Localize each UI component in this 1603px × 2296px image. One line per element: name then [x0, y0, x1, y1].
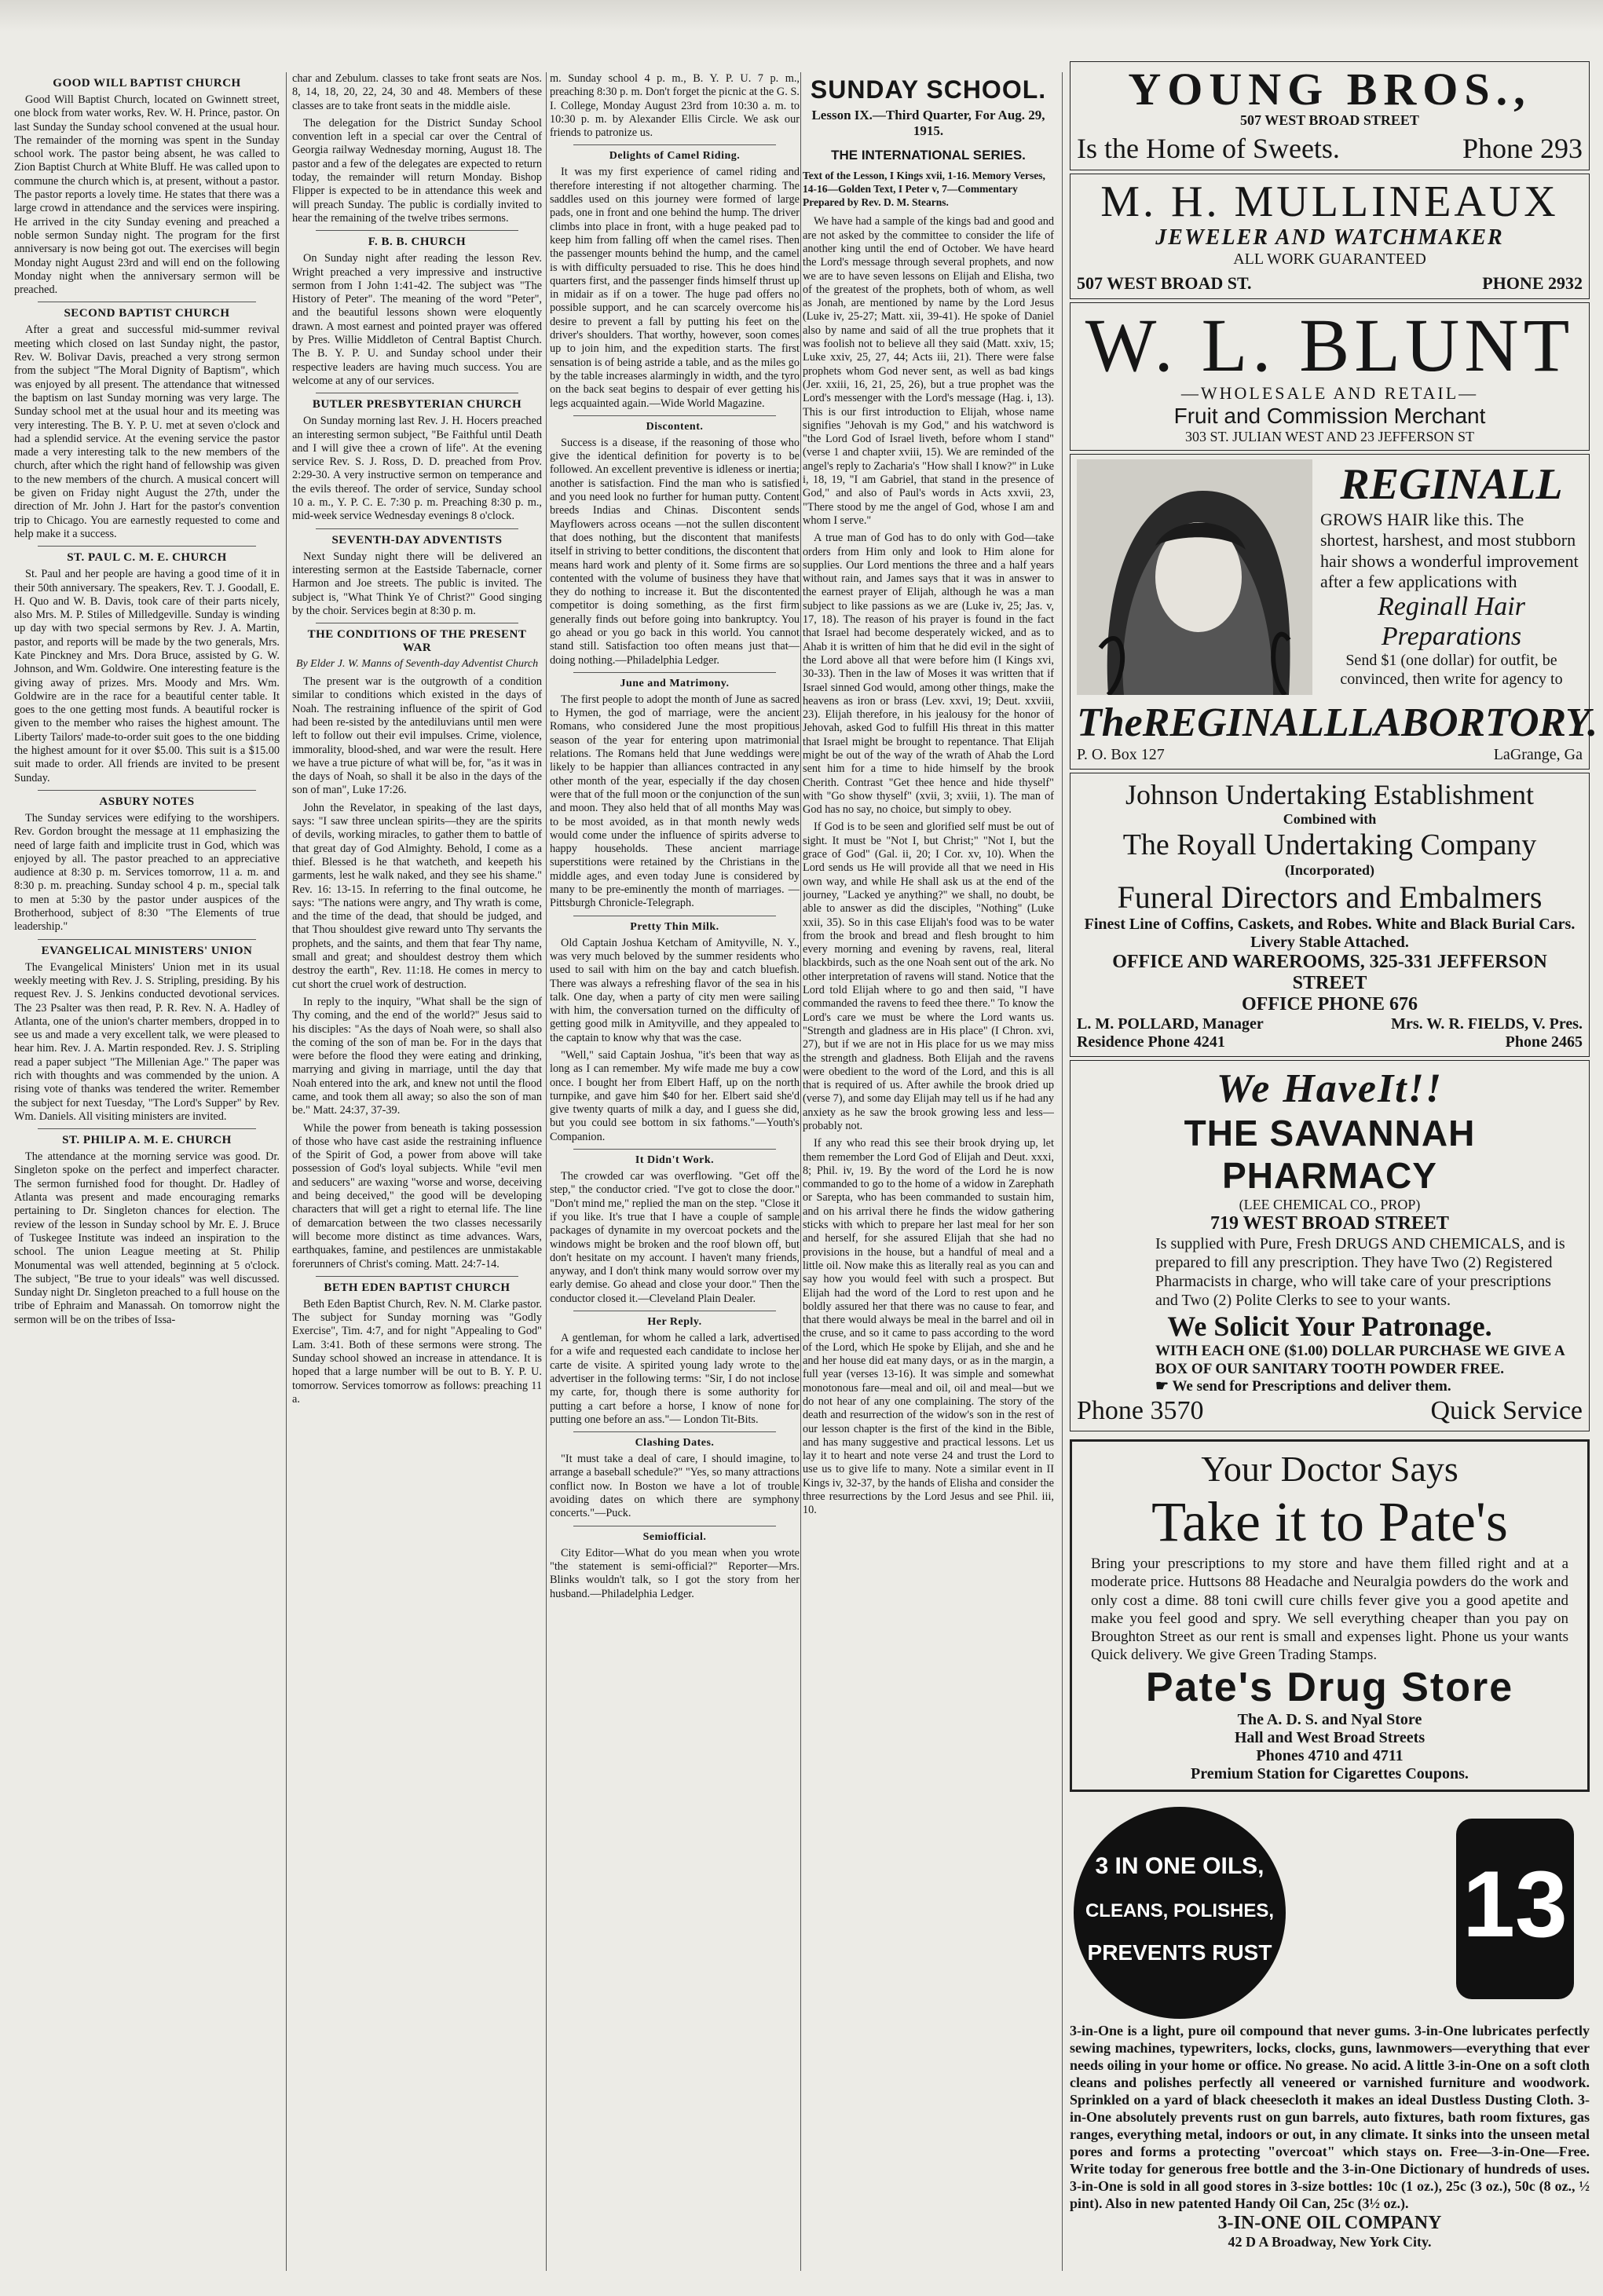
oil-badge-icon: [1070, 1803, 1290, 2023]
pharmacy-address: 719 WEST BROAD STREET: [1210, 1212, 1449, 1234]
reginall-city: LaGrange, Ga: [1493, 745, 1583, 763]
article-text: Beth Eden Baptist Church, Rev. N. M. Clarke pastor. The subject for Sunday morning was "Godly Exercise", Tim. 4:7, and for night "Appealing to God" Lam. 3:41. Both of these sermons were strong. The Sunday school showed an increase in attendance. It is hoped that a large number will be out to B. Y. P. U. tomorrow. Services tomorrow as follows: preaching 11 a.: [292, 1297, 542, 1406]
headline: BUTLER PRESBYTERIAN CHURCH: [312, 398, 522, 411]
page-top-edge: [0, 0, 1603, 31]
pates-agency: The A. D. S. and Nyal Store: [1237, 1711, 1422, 1729]
johnson-residence-phone: Residence Phone 4241: [1077, 1033, 1225, 1051]
separator: [316, 230, 518, 231]
reginall-ad: [1070, 454, 1598, 770]
pharmacy-delivery: [1077, 1378, 1583, 1396]
separator: [38, 790, 256, 791]
headline: SEVENTH-DAY ADVENTISTS: [331, 533, 503, 547]
article-text: John the Revelator, in speaking of the last days, says: "I saw three unclean spirits—they are the spirits of devils, working miracles, to gather them to battle of that great day of God Almighty. Behold, I come as a thief. Blessed is he that watcheth, and keepeth his garments, lest he walk naked, and they see his shame." Rev. 16: 13-15. In referring to the final outcome, he says: "The nations were angry, and Thy wrath is come, and the time of the dead, that should be judged, and that Thou shouldest give reward unto Thy servants the prophets, and the saints, and them that fear Thy name, small and great; and shouldest destroy them which destroy the earth", Rev. 11:18. He comes in mercy to cut short the cruel work of destruction.: [292, 801, 542, 991]
article-text: City Editor—What do you mean when you wrote "the statement is semi-official?" Reporter—Mrs. Blinks wouldn't talk, so I got the story from her husband.—Philadelphia Ledger.: [550, 1546, 800, 1600]
article-text: The Sunday services were edifying to the worshipers. Rev. Gordon brought the message at 11 emphasizing the need of large faith and implicite trust in God, which was enjoyed by all. The pastor preached to an appreciative audience at 8:30 p. m. Services tomorrow, 11 a. m. and 8:30 p. m. preaching. Sunday school 4 p. m., special talk to men at 5:30 by the pastor under auspices of the Brotherhood, subject of 8:30 "The Elements of true leadership.": [14, 811, 280, 934]
johnson-office: OFFICE AND WAREROOMS, 325-331 JEFFERSON STREET: [1112, 951, 1547, 993]
separator: [316, 1276, 518, 1277]
article-text: The delegation for the District Sunday School convention left in a special car over the Central of Georgia railway Wednesday morning, August 18. The pastor and a few of the delegates are expected to return today, the remainder will return Monday. Bishop Flipper is expected to be in attendance this week and will preach Sunday. The public is cordially invited to hear the remaining of the twelve tribes sermons.: [292, 116, 542, 225]
pharmacy-offer: WITH EACH ONE ($1.00) DOLLAR PURCHASE WE GIVE A BOX OF OUR SANITARY TOOTH POWDER FREE.: [1155, 1342, 1565, 1377]
oil-address: 42 D A Broadway, New York City.: [1228, 2233, 1432, 2250]
headline: Delights of Camel Riding.: [609, 150, 741, 163]
article-text: "It must take a deal of care, I should imagine, to arrange a baseball schedule?" "Yes, so many attractions conflict now. In Boston we have a lot of trouble avoiding dates on which there are symphony concerts."—Puck.: [550, 1453, 800, 1520]
separator: [573, 672, 776, 673]
blunt-trade: Fruit and Commission Merchant: [1173, 403, 1486, 428]
article-text: The attendance at the morning service was good. Dr. Singleton spoke on the perfect and imperfect character. The sermon furnished food for thought. Dr. Hadley of Atlanta was present and made encouraging remarks pertaining to Dr. Singleton chances for election. The review of the lesson in Sunday school by Mr. E. J. Bruce of Tuskegee Institute was indeed an inspiration to the school. The union League meeting at St. Philip Monumental was well attended, beginning at 5 o'clock. The subject, "Be true to your ideals" was well discussed. Sunday night Dr. Singleton preached to a full house on the tribe of Ephraim and Manassah. On tomorrow night the sermon will be on the tribes of Issa-: [14, 1150, 280, 1326]
pates-premium: Premium Station for Cigarettes Coupons.: [1191, 1765, 1469, 1783]
article-text: Next Sunday night there will be delivered an interesting sermon at the Eastside Tabernacle, corner Harmon and Joe streets. The public is invited. The subject is, "What Think Ye of Christ?" Good singing by the choir. Services begin at 8:30 p. m.: [292, 550, 542, 617]
oil-badge-line-1: 3 IN ONE OILS,: [1095, 1853, 1264, 1880]
johnson-manager: L. M. POLLARD, Manager: [1077, 1015, 1264, 1033]
pates-slogan: Take it to Pate's: [1151, 1490, 1508, 1554]
article-text: The present war is the outgrowth of a condition similar to conditions which existed in the days of Noah. The restraining influence of the spirit of God had been re-sisted by the antediluvians until men were left to follow out their evil impulses. Crime, violence, immorality, blood-shed, and war were the result. Here we have a true picture of what will be, for, "as it was in the days of Noah, so shall it be also in the days of the son of man", Luke 17:26.: [292, 675, 542, 797]
johnson-office-phone: OFFICE PHONE 676: [1241, 993, 1418, 1015]
headline: BETH EDEN BAPTIST CHURCH: [324, 1281, 511, 1294]
headline: Discontent.: [646, 420, 704, 433]
pharmacy-headline: We HaveIt!!: [1216, 1066, 1444, 1111]
headline: F. B. B. CHURCH: [368, 236, 467, 249]
lesson-text-info: Text of the Lesson, I Kings xvii, 1-16. Memory Verses, 14-16—Golden Text, I Peter v, 7—Commentary Prepared by Rev. D. M. Stearns.: [803, 169, 1045, 208]
column-rule: [800, 72, 801, 2271]
article-text: If any who read this see their brook drying up, let them remember the Lord God of Elijah and Deut. xxxi, 8; Phil. iv, 19. By the word of the Lord he is now commanded to go to the home of a widow in Zarephath or Sarepta, who has been commanded to sustain him, and on his arrival there he finds the widow gathering sticks with which to prepare her last meal for her son and herself, for she assured Elijah that she had no provisions in the house, but a handful of meal and a little oil. Now make this as literally real as you can and say how you would feel with such a prospect. But Elijah had the word of the Lord to rest upon and he boldly assured her that there was no cause to fear, and that there would always be meal in the barrel and oil in the cruse, and so it came to pass according to the word of the Lord, which He spoke by Elijah, and she and he and her house did eat many days, or as in the margin, a full year (verses 13-16). It was simple and somewhat monotonous fare—meal and oil, oil and meal—but we do not hear of any one complaining. The story of the death and resurrection of the widow's son in the rest of our lesson chapter is the first of the kind in the Bible, and has many suggestive and practical lessons. Let us lay it to heart and note verse 24 and trust the Lord to use us to give life to many. Note a similar event in II Kings iv, 32-37, by the hands of Elisha and consider the three resurrections by the Lord Jesus and see Phil. iii, 10.: [803, 1137, 1054, 1517]
blunt-name: W. L. BLUNT: [1085, 302, 1575, 387]
oil-can-icon: [1440, 1803, 1590, 2007]
byline: By Elder J. W. Manns of Seventh-day Adventist Church: [295, 658, 539, 671]
article-text: Success is a disease, if the reasoning of those who give the identical definition for poverty is to be followed. An excellent preventive is idleness or inertia; another is satisfaction. Find the man who is satisfied and you need look no further for human putty. Content breeds Indias and Chinas. Discontent sends Mayflowers across oceans —not the sullen discontent that does nothing, but the discontent that manifests itself in striving to better conditions, the discontent that means hard work and plenty of it. Some firms are so contented with the volume of business they have that they do nothing to increase it. But the discontented competitor is doing something, as the first firm generally finds out before going into bankruptcy. You go ahead or you go back in this world. You cannot stand still. Satisfaction too often means just that—doing nothing.—Philadelphia Ledger.: [550, 436, 800, 667]
article-text: The first people to adopt the month of June as sacred to Hymen, the god of marriage, were the ancient Romans, who considered June the most propitious season of the year for entering upon matrimonial relations. The Romans held that June weddings were likely to be happier than alliances contracted in any other month of the year, especially if the day chosen were that of the full moon or the conjunction of the sun and moon. They also held that of all months May was to be most avoided, as in that month newly weds would come under the influence of spirits adverse to happy households. These ancient marriage superstitions were retained by the Christians in the middle ages, and even today June is considered by many to be pre-eminently the month of marriages. — Pittsburgh Chronicle-Telegraph.: [550, 693, 800, 910]
johnson-services: Finest Line of Coffins, Caskets, and Robes. White and Black Burial Cars. Livery Stable Attached.: [1084, 915, 1576, 951]
headline: ST. PAUL C. M. E. CHURCH: [67, 551, 227, 565]
pates-store-name: Pate's Drug Store: [1145, 1665, 1514, 1711]
separator: [573, 1431, 776, 1432]
article-text: A gentleman, for whom he called a lark, advertised for a wife and requested each candidate to inclose her carte de visite. A spirited young lady wrote to the advertiser in the following terms: "Sir, I do not inclose my carte, for, though there is some authority for putting a cart before a horse, I know of none for putting one before an ass."— London Tit-Bits.: [550, 1332, 800, 1426]
sunday-school-title: SUNDAY SCHOOL.: [810, 75, 1047, 104]
pates-phones: Phones 4710 and 4711: [1256, 1747, 1404, 1765]
headline: Her Reply.: [647, 1316, 702, 1329]
hair-portrait-image: [1077, 459, 1312, 695]
pharmacy-delivery-text: We send for Prescriptions and deliver them.: [1172, 1378, 1451, 1395]
article-text: We have had a sample of the kings bad and good and are not asked by the committee to consider the life of another king until the end of October. We have heard the Lord's message through several prophets, and now we are to have seven lessons on Elijah and Elisha, two of the greatest of the prophets, both of whom, as well as Jonah, are mentioned by name by the Lord Jesus (Luke iv, 25-27; Matt. xii, 39-41). He spoke of Daniel also by name and said of all the true prophets that it was foolish not to believe all they said (Matt. xxiv, 15; Luke xxiv, 25, 27, 44; Acts iii, 21). There were false prophets whom God never sent, as well as bad kings (Jer. xxiii, 16, 21, 25, 26), but a true prophet was the Lord's messenger with the Lord's message (Hag. i, 13). This is our first introduction to Elijah, whose name signifies "Jehovah is my God," and his watchword is "the Lord God of Israel liveth, before whom I stand" (verse 1 and chapter xviii, 15). We are reminded of the angel's reply to Zacharia's "How shall I know?" in Luke i, 18, 19, "I am Gabriel, that stand in the presence of God," and also of Paul's words in Acts xxvii, 23, "There stood by me the angel of God, whose I am and whom I serve.": [803, 215, 1054, 527]
headline: GOOD WILL BAPTIST CHURCH: [53, 77, 241, 90]
pates-body: Bring your prescriptions to my store and have them filled right and at a moderate price. Huttsons 88 Headache and Neuralgia powders do the work and only cost a dime. 88 toni cwill cure chills fever give you a good apetite and make you feel good and spry. We sell everything cheaper than you pay on Broughton Street as our rent is small and expenses light. Phone us your wants Quick delivery. We give Green Trading Stamps.: [1091, 1556, 1568, 1664]
blunt-address: 303 ST. JULIAN WEST AND 23 JEFFERSON ST: [1184, 428, 1475, 444]
column-1: [14, 72, 280, 1331]
article-text: The crowded car was overflowing. "Get off the step," the conductor cried. "I've got to close the door." "Don't mind me," replied the man on the step. "Close it if you like. It's true that I have a couple of sample packages of dynamite in my overcoat pockets and the windows might be broken and the roof blown off, but don't hesitate on my account. I haven't many friends, anyway, and I don't think many would sorrow over my early demise. Go ahead and close your door." Then the conductor closed it.—Cleveland Plain Dealer.: [550, 1170, 800, 1305]
oil-company: 3-IN-ONE OIL COMPANY: [1217, 2212, 1442, 2233]
pharmacy-solicit: We Solicit Your Patronage.: [1167, 1310, 1492, 1342]
separator: [38, 939, 256, 940]
mullineaux-ad: [1070, 174, 1590, 299]
blunt-ad: [1070, 302, 1590, 451]
article-text: On Sunday morning last Rev. J. H. Hocers preached an interesting sermon subject, "Be Faithful until Death and I will give thee a crown of life". At the evening service Rev. S. J. Ross, D. D. preached from Prov. 2:29-30. A very instructive sermon on temperance and the evils thereof. The order of service, Sunday school 10 a. m., Y. P. C. E. 7:30 p. m. Preaching 8:30 p. m., mid-week service Wednesday evenings 8 o'clock.: [292, 415, 542, 523]
reginall-text: GROWS HAIR like this. The shortest, harshest, and most stubborn hair shows a wonderful improvement after a few applications with: [1320, 509, 1579, 591]
separator: [573, 1149, 776, 1150]
johnson-combined: Combined with: [1283, 810, 1377, 827]
headline: THE CONDITIONS OF THE PRESENT WAR: [307, 628, 527, 655]
separator: [38, 546, 256, 547]
advertisements: [1070, 61, 1598, 2250]
headline: ST. PHILIP A. M. E. CHURCH: [62, 1134, 232, 1147]
article-text: Old Captain Joshua Ketcham of Amityville, N. Y., was very much beloved by the summer residents who used to sail with him on the bay and catch bluefish. There was always a refreshing flavor of the sea in his talk. One day, when a party of city men were sailing with him, the conversation turned on the difficulty of getting good milk in Amityville, and they appealed to the captain to know why that was the case.: [550, 936, 800, 1044]
young-bros-phone: Phone 293: [1462, 133, 1583, 164]
pates-address: Hall and West Broad Streets: [1234, 1729, 1425, 1747]
mullineaux-name: M. H. MULLINEAUX: [1100, 177, 1559, 226]
savannah-pharmacy-ad: [1070, 1060, 1590, 1431]
column-3: [550, 72, 800, 1605]
column-2: [292, 72, 542, 1410]
column-4: [803, 72, 1054, 1522]
column-rule: [546, 72, 547, 2271]
pates-headline: Your Doctor Says: [1201, 1449, 1458, 1490]
column-rule: [286, 72, 287, 2271]
headline: Clashing Dates.: [635, 1437, 715, 1450]
oil-badge-line-2: CLEANS, POLISHES,: [1085, 1900, 1275, 1922]
reginall-offer: Send $1 (one dollar) for outfit, be convinced, then write for agency to: [1340, 652, 1563, 689]
article-text: The Evangelical Ministers' Union met in its usual weekly meeting with Rev. J. S. Stripling, presiding. By his request Rev. J. S. Jenkins conducted devotional services. The 23 Psalter was then read, P. R. Rev. N. A. Hadley of Atlanta, one of the union's charter members, dropped in to see us and made a very excellent talk, we were pleased to hear him. Rev. J. A. Martin responded. Rev. J. S. Stripling read a paper subject "The Millenian Age." The paper was rich with thoughts and was commended by the union. A rising vote of thanks was tendered the writer. Remember the subject for next Tuesday, "The Lord's Supper" by Rev. Wm. Daniels. All visiting ministers are invited.: [14, 960, 280, 1123]
young-bros-name: YOUNG BROS.,: [1128, 64, 1532, 115]
pharmacy-proprietor: (LEE CHEMICAL CO., PROP): [1239, 1196, 1421, 1212]
oil-badge-line-3: PREVENTS RUST: [1087, 1940, 1272, 1965]
separator: [573, 415, 776, 416]
pointing-hand-icon: ☛: [1155, 1378, 1173, 1395]
mullineaux-guarantee: ALL WORK GUARANTEED: [1233, 250, 1426, 268]
separator: [316, 528, 518, 529]
article-text: It was my first experience of camel riding and therefore interesting if not altogether charming. The saddles used on this journey were formed of large pads, one in front and one behind the hump. The driver climbs into place in front, with a huge peaked pad to keep him from falling off when the camel rises. Then the passenger mounts behind the hump, and the camel is with difficulty persuaded to rise. This he does hind quarters first, and the passenger finds himself thrust up in midair as if on a tower. The huge pad offers no possible support, and he can scarcely overcome his desire to prevent a fall by putting his feet on the driver's shoulders. That worthy, however, soon comes up to join him, and the expedition starts. The first sensation is of being astride a table, and as the miles go by the table increases alarmingly in width, and the tyro on the back seat begins to despair of ever getting his legs acquainted again.—Wide World Magazine.: [550, 166, 800, 410]
article-text: In reply to the inquiry, "What shall be the sign of Thy coming, and the end of the world?" Jesus said to his disciples: "As the days of Noah were, so shall also the coming of the son of man be. For in the days that were before the flood they were eating and drinking, marrying and giving in marriage, until the day that Noah entered into the ark, and knew not until the flood came, and took them all away; so also the son of man be." Matt. 24:37, 37-39.: [292, 995, 542, 1117]
mullineaux-address: 507 WEST BROAD ST.: [1077, 272, 1252, 293]
reginall-preparations: Reginall Hair Preparations: [1378, 592, 1525, 651]
oil-body: 3-in-One is a light, pure oil compound that never gums. 3-in-One lubricates perfectly sewing machines, typewriters, locks, clocks, guns, lawnmowers—everything that ever needs oiling in your home or office. No grease. No acid. A little 3-in-One on a soft cloth cleans and polishes perfectly all veneered or varnished furniture and woodwork. Sprinkled on a yard of black cheesecloth it makes an ideal Dustless Dusting Cloth. 3-in-One absolutely prevents rust on gun barrels, auto fixtures, bath room fixtures, gas ranges, everything metal, indoors or out, in any climate. It sinks into the unseen metal pores and forms a protecting "overcoat" which stays on. Free—3-in-One—Free. Write today for generous free bottle and the 3-in-One Dictionary of hundreds of uses. 3-in-One is sold in all good stores in 3-size bottles: 10c (1 oz.), 25c (3 oz.), 50c (8 oz., ½ pint). Also in new patented Handy Oil Can, 25c (3½ oz.).: [1070, 2023, 1590, 2211]
article-text: Good Will Baptist Church, located on Gwinnett street, one block from water works, Rev. W. H. Prince, pastor. On last Sunday the Sunday school convened at the usual hour. The remainder of the morning was spent in the Sunday school work. The pastor being absent, he was called to Zion Baptist Church at White Bluff. He was called upon to commune the church which is, at present, without a pastor. The pastor reports a lovely time. He states that there was a large crowd in attendance and the services were inspiring. He arrived in the city Sunday evening and preached a noble sermon Sunday night. The program for the first anniversary is now being got out. The exercises will begin Monday night August 23rd and will end on the following Monday night when the anniversary sermon will be preached.: [14, 93, 280, 297]
pharmacy-body: Is supplied with Pure, Fresh DRUGS AND CHEMICALS, and is prepared to fill any prescription. They have Two (2) Registered Pharmacists in charge, who will take care of your prescriptions and Two (2) Polite Clerks to see to your wants.: [1155, 1234, 1565, 1309]
column-rule: [1062, 72, 1063, 2271]
article-text: If God is to be seen and glorified self must be out of sight. It must be "Not I, but Christ;" "Not I, but the grace of God" (Gal. ii, 20; I Cor. xv, 10). When the Lord sends us He will provide all that we need in His own way, and while He shall ask us at the end of the journey, "Lacked ye anything?" we shall, no doubt, be able to answer as did the disciples, "Nothing" (Luke xxii, 35). So in this case Elijah's food was to be water from the brook and bread and flesh brought to him every morning and evening by ravens, real, literal blackbirds, such as the one Noah sent out of the ark. No other interpretation of ravens will stand. Notice that the Lord told Elijah where to go and then said, "I have commanded the ravens to feed thee there." To know the Lord's care we must be where the Lord wants us. "Strength and gladness are in His place" (I Chron. xvi, 27), but if we are not in His place for us we may miss the strength and gladness. Both Elijah and the ravens were obedient to the word of the Lord, and this is all that is required of us. After awhile the brook dried up (verse 7), and some day Elijah may tell us if he had any anxiety as he saw the brook growing less and less—probably not.: [803, 821, 1054, 1132]
pharmacy-name: THE SAVANNAH PHARMACY: [1184, 1112, 1476, 1196]
article-text: A true man of God has to do only with God—take orders from Him only and look to Him alone for supplies. Our Lord mentions the three and a half years without rain, and James says that it was in answer to the earnest prayer of Elijah, although he was a man subject to like passions as we are (Luke iv, 25; Jas. v, 17, 18). The reason of his prayer is found in the fact that Israel had become desperately wicked, and as to Ahab it is written of him that he did evil in the sight of the Lord above all that were before him (I Kings xvi, 30-33). Then in the law of Moses it was written that if Israel sinned God would, among other things, make the heavens as iron or brass (Lev. xxvi, 19; Deut. xxviii, 23). Elijah therefore, in his jealousy for the honor of Jehovah, asked God to fulfill His threat in this matter that Israel might be brought to repentance. That Elijah might be out of the way of the wrath of Ahab the Lord sent him for a time to hide himself by the brook Cherith. Contrast "Get thee hence and hide thyself" with "Go show thyself" (xvii, 3; xviii, 1). The man of God has no say, no choice, but simply to obey.: [803, 532, 1054, 817]
article-text: St. Paul and her people are having a good time of it in their 50th anniversary. The speakers, Rev. T. J. Goodall, E. H. Quo and W. B. Davis, took care of their parts nicely, also Mrs. M. P. Stiles of Milledgeville. Sunday is winding up day with two special sermons by Rev. J. A. Martin, pastor, and reports will be made by the two generals, Mrs. Kate Pinckney and Mrs. Dora Bruce, assisted by G. W. Johnson, and Wm. Goldwire. One interesting feature is the giving away of prizes. Mrs. Moody and Mrs. Wm. Goldwire are in the race for a beautiful center table. It goes to the one getting most funds. A beautiful rocker is given to the member who raises the highest amount. The Liberty Tailors' made-to-order suit goes to the one bidding the highest amount for it over $5.00. This suit is a $15.00 suit made to order. All friends are invited to be present Sunday.: [14, 568, 280, 784]
oil-can-number: 13: [1462, 1852, 1568, 1958]
royall-incorporated: (Incorporated): [1285, 861, 1374, 878]
separator: [38, 1128, 256, 1129]
article-text: After a great and successful mid-summer revival meeting which closed on last Sunday night, the pastor, Rev. W. Bolivar Davis, preached a very strong sermon from the subject "The Moral Dignity of Baptism", which was enjoyed by all present. The attendance that witnessed the baptism on last Sunday morning was very large. The Sunday school met at the usual hour and its meeting was very interesting. The B. Y. P. U. met at seven o'clock and had a splendid service. At the evening service the pastor made a very interesting talk to the new members of the church, after which the right hand of fellowship was given to the new members of the church. A musical concert will be given on Friday night August the 27th, under the direction of Mr. John J. Hart for the pastor's convention trip to Chicago. You are earnestly requested to come and help make it a success.: [14, 324, 280, 540]
mullineaux-phone: PHONE 2932: [1482, 272, 1583, 293]
johnson-undertaking-ad: [1070, 773, 1590, 1057]
article-text: While the power from beneath is taking possession of those who have cast aside the restraining influence of the Spirit of God, a power from above will take possession of God's loyal subjects. While "evil men and seducers" are waxing "worse and worse, deceiving and being deceived," the good will be developing characters that will get a right to eternal life. The line of demarcation between the two classes necessarily will become more distinct as time advances. Wars, earthquakes, famine, and pestilences are unmistakable forerunners of Christ's coming. Matt. 24:7-14.: [292, 1121, 542, 1270]
headline: SECOND BAPTIST CHURCH: [64, 307, 230, 320]
reginall-name: REGINALL: [1340, 459, 1563, 509]
article-text: char and Zebulum. classes to take front seats are Nos. 8, 14, 18, 20, 22, 24, 30 and 48. Members of these classes are to take front seats in the middle aisle.: [292, 72, 542, 112]
mullineaux-subtitle: JEWELER AND WATCHMAKER: [1155, 225, 1504, 250]
royall-name: The Royall Undertaking Company: [1122, 828, 1537, 861]
lesson-info: Lesson IX.—Third Quarter, For Aug. 29, 1915.: [811, 108, 1045, 139]
article-text: m. Sunday school 4 p. m., B. Y. P. U. 7 p. m., preaching 8:30 p. m. Don't forget the picnic at the G. S. I. College, Monday August 23rd from 10:30 a. m. to 10:30 p. m. by Alexander Ellis Circle. We ask our friends to patronize us.: [550, 72, 800, 140]
young-bros-address: 507 WEST BROAD STREET: [1240, 112, 1419, 128]
reginall-laboratory: TheREGINALLLABORTORY.: [1077, 700, 1598, 745]
johnson-phone-2: Phone 2465: [1505, 1033, 1583, 1051]
three-in-one-oil-ad: [1070, 1803, 1590, 2023]
headline: Semiofficial.: [642, 1530, 707, 1543]
johnson-title: Johnson Undertaking Establishment: [1125, 778, 1534, 810]
headline: EVANGELICAL MINISTERS' UNION: [41, 944, 253, 957]
separator: [573, 144, 776, 145]
young-bros-ad: [1070, 61, 1590, 170]
blunt-subtitle: —WHOLESALE AND RETAIL—: [1180, 382, 1479, 403]
pates-drug-store-ad: [1070, 1439, 1590, 1792]
johnson-vice-president: Mrs. W. R. FIELDS, V. Pres.: [1391, 1015, 1583, 1033]
headline: Pretty Thin Milk.: [630, 920, 719, 933]
headline: It Didn't Work.: [635, 1154, 715, 1167]
headline: ASBURY NOTES: [99, 795, 195, 808]
pharmacy-quick-service: Quick Service: [1430, 1396, 1583, 1426]
series-title: THE INTERNATIONAL SERIES.: [831, 147, 1026, 163]
reginall-box: P. O. Box 127: [1077, 745, 1165, 763]
headline: June and Matrimony.: [620, 677, 730, 689]
article-text: On Sunday night after reading the lesson Rev. Wright preached a very impressive and instructive sermon from I John 1:41-42. The subject was "The History of Peter". The meaning of the word "Peter", and the beautiful lessons shown were eloquently drawn. A most earnest and pointed prayer was offered by Pres. Willie Middleton of Central Baptist Church. The B. Y. P. U. and Sunday school under their respective leaders are having much success. You are welcome at any of our services.: [292, 252, 542, 387]
funeral-directors: Funeral Directors and Embalmers: [1117, 879, 1543, 915]
article-text: "Well," said Captain Joshua, "it's been that way as long as I can remember. My wife made me buy a cow once. I bought her from Elbert Haff, up on the north turnpike, and gave him $40 for her. Elbert said she'd give twenty quarts of milk a day, and I guess she did, but you could see bottom in six fathoms."—Youth's Companion.: [550, 1049, 800, 1143]
young-bros-tagline: Is the Home of Sweets.: [1077, 133, 1340, 164]
pharmacy-phone: Phone 3570: [1077, 1396, 1204, 1426]
